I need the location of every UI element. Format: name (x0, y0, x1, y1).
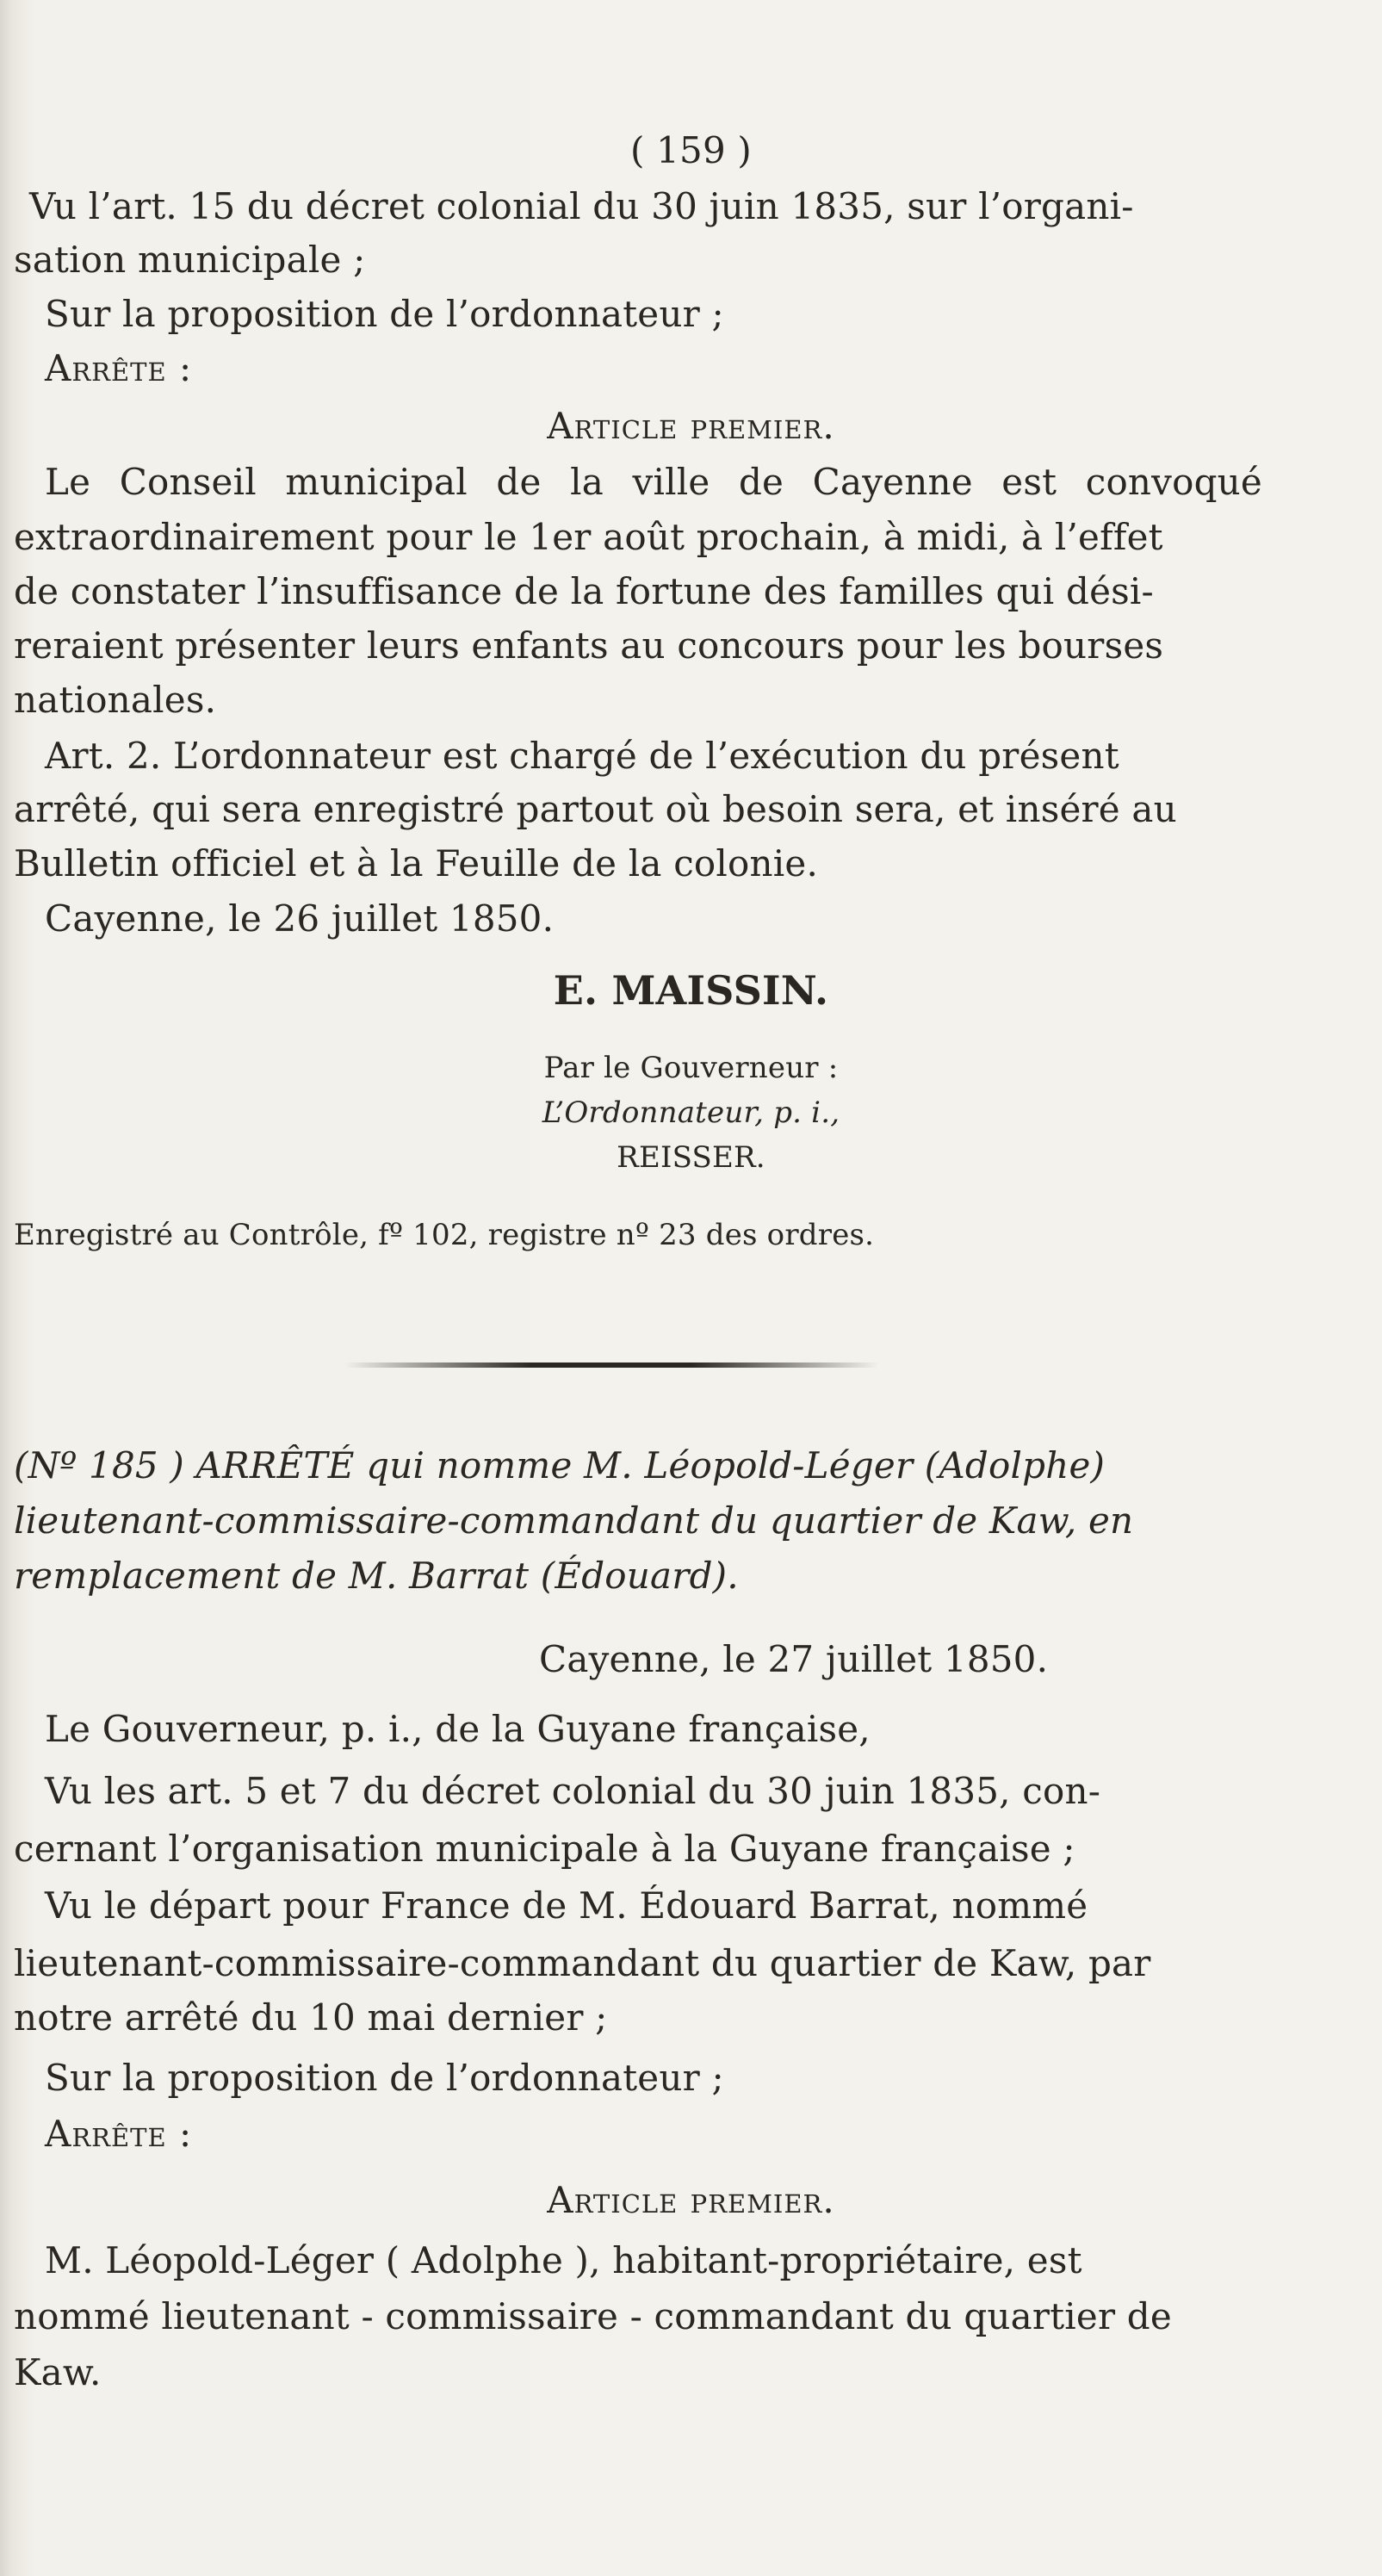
paragraph-line: cernant l’organisation municipale à la Guyane française ; (14, 1828, 1075, 1870)
paragraph-line: Sur la proposition de l’ordonnateur ; (45, 293, 724, 335)
paragraph-line: extraordinairement pour le 1er août prochain, à midi, à l’effet (14, 516, 1163, 558)
paragraph-line: Vu le départ pour France de M. Édouard Barrat, nommé (45, 1884, 1088, 1927)
paragraph-line: Sur la proposition de l’ordonnateur ; (45, 2057, 724, 2099)
paragraph-line: Vu les art. 5 et 7 du décret colonial du 30 juin 1835, con- (45, 1770, 1101, 1812)
arrete-heading: Arrête : (45, 347, 193, 389)
paragraph-line: lieutenant-commissaire-commandant du quartier de Kaw, par (14, 1942, 1151, 1984)
paragraph-line: Le Gouverneur, p. i., de la Guyane française, (45, 1708, 871, 1750)
ordonnateur-title: L’Ordonnateur, p. i., (542, 1096, 840, 1130)
article-heading: Article premier. (547, 2179, 835, 2221)
article-heading: Article premier. (547, 405, 835, 447)
paragraph-line: M. Léopold-Léger ( Adolphe ), habitant-propriétaire, est (45, 2239, 1082, 2281)
paragraph-line: Bulletin officiel et à la Feuille de la colonie. (14, 842, 819, 885)
paragraph-line: Vu l’art. 15 du décret colonial du 30 juin 1835, sur l’organi- (29, 185, 1134, 227)
date-line: Cayenne, le 27 juillet 1850. (539, 1638, 1049, 1680)
page-number: ( 159 ) (629, 129, 753, 171)
registration-note: Enregistré au Contrôle, fº 102, registre nº 23 des ordres. (14, 1218, 875, 1252)
arrete-heading: Arrête : (45, 2113, 193, 2155)
decree-heading-line: lieutenant-commissaire-commandant du quartier de Kaw, en (14, 1499, 1134, 1542)
ordonnateur-name: REISSER. (617, 1140, 765, 1175)
paragraph-line: Art. 2. L’ordonnateur est chargé de l’exécution du présent (45, 735, 1119, 777)
signature: E. MAISSIN. (553, 967, 829, 1014)
paragraph-line: nationales. (14, 679, 217, 721)
paragraph-line: nommé lieutenant - commissaire - commandant du quartier de (14, 2295, 1172, 2337)
paragraph-line: sation municipale ; (14, 239, 366, 281)
date-line: Cayenne, le 26 juillet 1850. (45, 897, 555, 940)
paragraph-line: de constater l’insuffisance de la fortune des familles qui dési- (14, 570, 1154, 612)
paragraph-line: notre arrêté du 10 mai dernier ; (14, 1996, 608, 2039)
decree-heading-line: (Nº 185 ) ARRÊTÉ qui nomme M. Léopold-Léger (Adolphe) (14, 1444, 1106, 1487)
separator-rule (344, 1362, 878, 1368)
paragraph-line: reraient présenter leurs enfants au concours pour les bourses (14, 624, 1164, 667)
paragraph-line: Kaw. (14, 2351, 102, 2393)
by-governor: Par le Gouverneur : (543, 1051, 839, 1085)
paragraph-line: Le Conseil municipal de la ville de Cayenne est convoqué (45, 461, 1262, 503)
decree-heading-line: remplacement de M. Barrat (Édouard). (14, 1555, 739, 1597)
paragraph-line: arrêté, qui sera enregistré partout où besoin sera, et inséré au (14, 788, 1177, 830)
